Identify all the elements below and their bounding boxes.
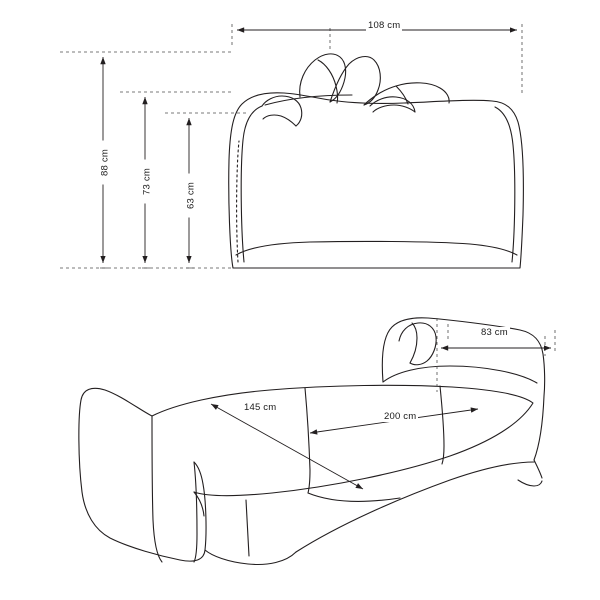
cushion-small-left-fold [263,115,296,126]
left-arm-edge [194,492,204,516]
dim-label-bed-length: 200 cm [384,411,417,422]
dim-label-seat-depth: 145 cm [244,402,277,413]
perspective-view-group [79,318,545,565]
backrest-panel-inner [383,366,537,383]
dim-label-width: 108 cm [368,20,401,31]
arrow-145 [211,404,363,489]
back-cushion [399,323,436,365]
base-right-edge [296,462,534,552]
right-arm-inner-line [495,107,515,262]
left-arm-fold-seam [152,416,162,562]
base-front [205,550,296,565]
cushion-small-right-fold [373,105,415,112]
dim-label-height-total: 88 cm [100,141,111,185]
front-view-group [229,54,524,268]
front-view-dimension-lines [60,24,522,268]
bed-right-seam [440,386,444,464]
perspective-arrows [211,348,551,489]
left-arm-seam [237,141,239,262]
right-arm-edge-lower [534,460,542,478]
sofa-seat-line [236,241,517,255]
bed-center-seam [305,388,310,493]
dim-label-height-seat-back: 63 cm [186,174,197,218]
foot-right [518,480,542,486]
left-arm-inner-seam [194,462,197,562]
cushion-right-fold [396,86,408,104]
left-arm-fold [79,388,206,561]
bed-surface [152,385,533,495]
cushion-left-tall [300,54,346,102]
dim-label-height-back: 73 cm [142,160,153,204]
left-arm-inner-line [241,106,262,262]
right-arm-outer [534,396,544,460]
base-seam [246,500,249,556]
back-cushion-fold [410,323,417,363]
backrest-panel [382,318,544,396]
base-shadow [308,493,400,501]
dim-label-depth: 83 cm [481,327,508,338]
